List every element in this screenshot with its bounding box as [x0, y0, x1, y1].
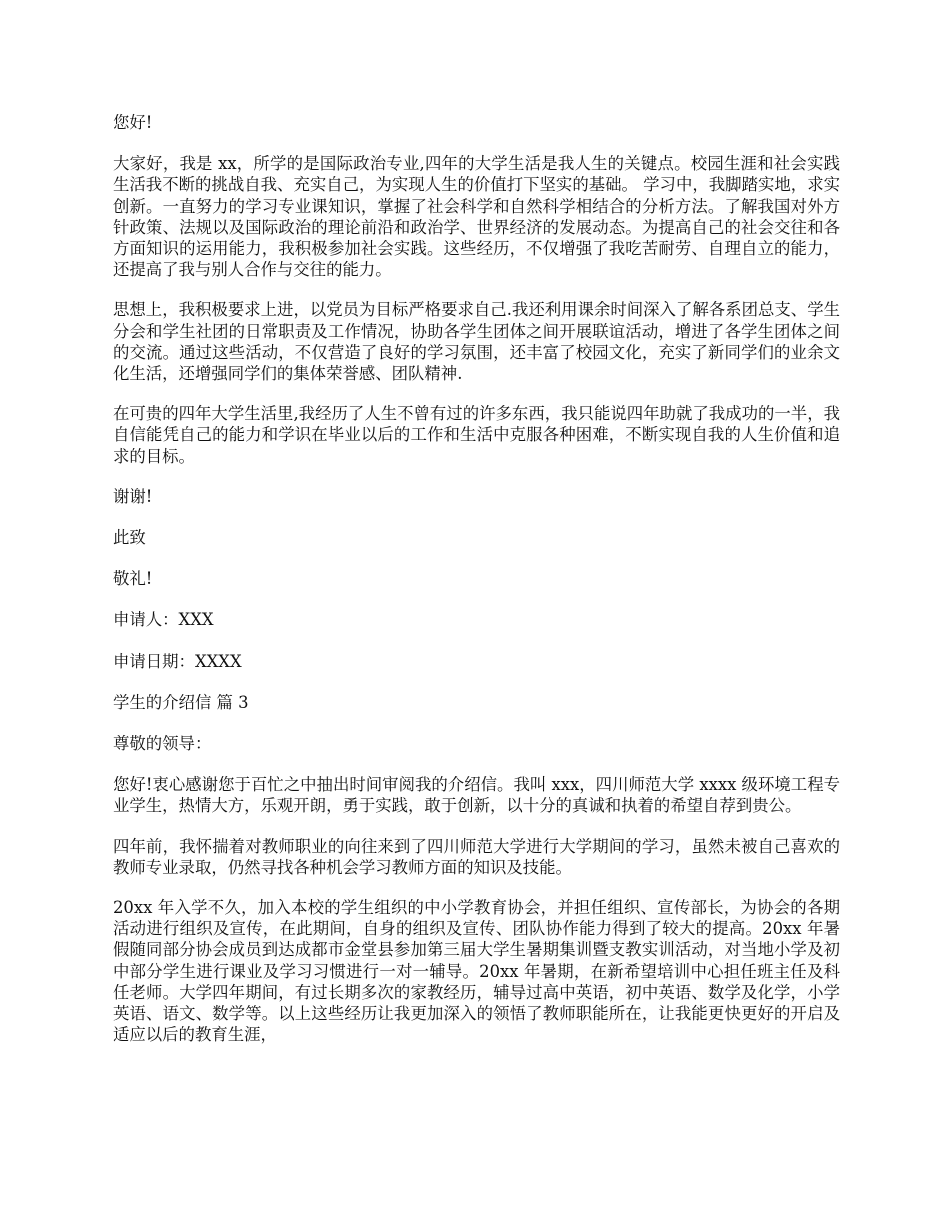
paragraph-university-life: 在可贵的四年大学生活里,我经历了人生不曾有过的许多东西，我只能说四年助就了我成功的一半，我自信能凭自己的能力和学识在毕业以后的工作和生活中克服各种困难，不断实现自我的人生价值和追求的目标。	[113, 404, 840, 466]
paragraph-four-years-ago: 四年前，我怀揣着对教师职业的向往来到了四川师范大学进行大学期间的学习，虽然未被自己喜欢的教师专业录取，仍然寻找各种机会学习教师方面的知识及技能。	[113, 836, 840, 877]
thanks-line: 谢谢!	[113, 486, 153, 506]
recipient-greeting: 尊敬的领导：	[113, 734, 212, 754]
paragraph-experience: 20xx 年入学不久，加入本校的学生组织的中小学教育协会，并担任组织、宣传部长，为协会的各期活动进行组织及宣传，在此期间，自身的组织及宣传、团队协作能力得到了较大的提高。20xx 年暑假随同部分协会成员到达成都市金堂县参加第三届大学生暑期集训暨支教实训活动，对当地小学及初中部分学生进行课业及学习习惯进行一对一辅导。20xx 年暑期，在新希望培训中心担任班主任及科任老师。大学四年期间，有过长期多次的家教经历，辅导过高中英语，初中英语、数学及化学，小学英语、语文、数学等。以上这些经历让我更加深入的领悟了教师职能所在，让我能更快更好的开启及适应以后的教育生涯，	[113, 898, 840, 1045]
paragraph-ideology: 思想上，我积极要求上进，以党员为目标严格要求自己.我还利用课余时间深入了解各系团总支、学生分会和学生社团的日常职责及工作情况，协助各学生团体之间开展联谊活动，增进了各学生团体之间的交流。通过这些活动，不仅营造了良好的学习氛围，还丰富了校园文化，充实了新同学们的业余文化生活，还增强同学们的集体荣誉感、团队精神.	[113, 300, 840, 384]
applicant-line: 申请人：XXX	[113, 610, 214, 630]
paragraph-introduction: 您好!衷心感谢您于百忙之中抽出时间审阅我的介绍信。我叫 xxx，四川师范大学 xxxx 级环境工程专业学生，热情大方，乐观开朗，勇于实践，敢于创新，以十分的真诚和执着的希望自荐到贵公。	[113, 775, 840, 816]
greeting: 您好!	[113, 113, 153, 132]
salutation-line: 敬礼!	[113, 569, 153, 589]
section-title: 学生的介绍信 篇 3	[113, 692, 249, 712]
paragraph-self-introduction: 大家好，我是 xx，所学的是国际政治专业,四年的大学生活是我人生的关键点。校园生涯和社会实践生活我不断的挑战自我、充实自己，为实现人生的价值打下坚实的基础。 学习中，我脚踏实地，求实创新。一直努力的学习专业课知识，掌握了社会科学和自然科学相结合的分析方法。了解我国对外方针政策、法规以及国际政治的理论前沿和政治学、世界经济的发展动态。为提高自己的社会交往和各方面知识的运用能力，我积极参加社会实践。这些经历，不仅增强了我吃苦耐劳、自理自立的能力，还提高了我与别人合作与交往的能力。	[113, 154, 840, 280]
closing-line: 此致	[113, 528, 146, 548]
application-date-line: 申请日期：XXXX	[113, 651, 242, 671]
